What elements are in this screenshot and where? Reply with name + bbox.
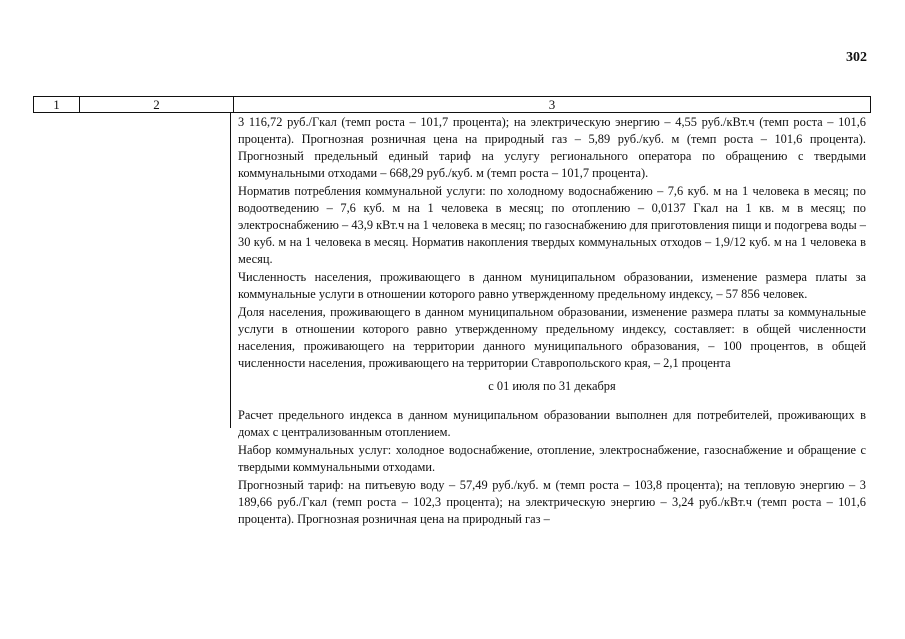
- paragraph-tariffs-continued: 3 116,72 руб./Гкал (темп роста – 101,7 процента); на электрическую энергию – 4,55 руб./кВт.ч (темп роста – 101,6 процента). Прогнозная розничная цена на природный газ – 5,89 руб./куб. м (темп роста – 101,6 процента). Прогнозный предельный единый тариф на услугу регионального оператора по обращению с твердыми коммунальными отходами – 668,29 руб./куб. м (темп роста – 101,7 процента).: [238, 115, 866, 180]
- paragraph-population-share: Доля населения, проживающего в данном муниципальном образовании, изменение размера платы за коммунальные услуги в отношении которого равно утвержденному предельному индексу, составляет: в общей численности населения, проживающего на территории данного муниципального образования, – 100 процентов, в общей численности населения, проживающего на территории Ставропольского края, – 2,1 процента: [238, 305, 866, 370]
- table-header-col-3: 3: [548, 97, 556, 112]
- page-number: 302: [846, 50, 867, 65]
- paragraph-index-calculation: Расчет предельного индекса в данном муниципальном образовании выполнен для потребителей, проживающих в домах с централизованным отоплением.: [238, 408, 866, 439]
- period-subheading: с 01 июля по 31 декабря: [488, 379, 616, 393]
- paragraph-consumption-norms: Норматив потребления коммунальной услуги: по холодному водоснабжению – 7,6 куб. м на 1 человека в месяц; по водоотведению – 7,6 куб. м на 1 человека в месяц; по отоплению – 0,0137 Гкал на 1 кв. м в месяц; по электроснабжению – 43,9 кВт.ч на 1 человека в месяц; по газоснабжению для приготовления пищи и подогрева воды – 30 куб. м на 1 человека в месяц. Норматив накопления твердых коммунальных отходов – 1,9/12 куб. м на 1 человека в месяц.: [238, 184, 866, 266]
- table-header-col-2: 2: [80, 97, 234, 112]
- table-header-row: [33, 96, 871, 113]
- paragraph-forecast-tariff: Прогнозный тариф: на питьевую воду – 57,49 руб./куб. м (темп роста – 103,8 процента); на тепловую энергию – 3 189,66 руб./Гкал (темп роста – 102,3 процента); на электрическую энергию – 3,24 руб./кВт.ч (темп роста – 101,6 процента). Прогнозная розничная цена на природный газ –: [238, 478, 866, 526]
- table-header-col-1: 1: [34, 97, 80, 112]
- paragraph-utility-set: Набор коммунальных услуг: холодное водоснабжение, отопление, электроснабжение, газоснабжение и обращение с твердыми коммунальными отходами.: [238, 443, 866, 474]
- paragraph-population-count: Численность населения, проживающего в данном муниципальном образовании, изменение размера платы за коммунальные услуги в отношении которого равно утвержденному предельному индексу, – 57 856 человек.: [238, 270, 866, 301]
- table-column-divider: [230, 112, 231, 428]
- table-cell-content: [238, 114, 866, 529]
